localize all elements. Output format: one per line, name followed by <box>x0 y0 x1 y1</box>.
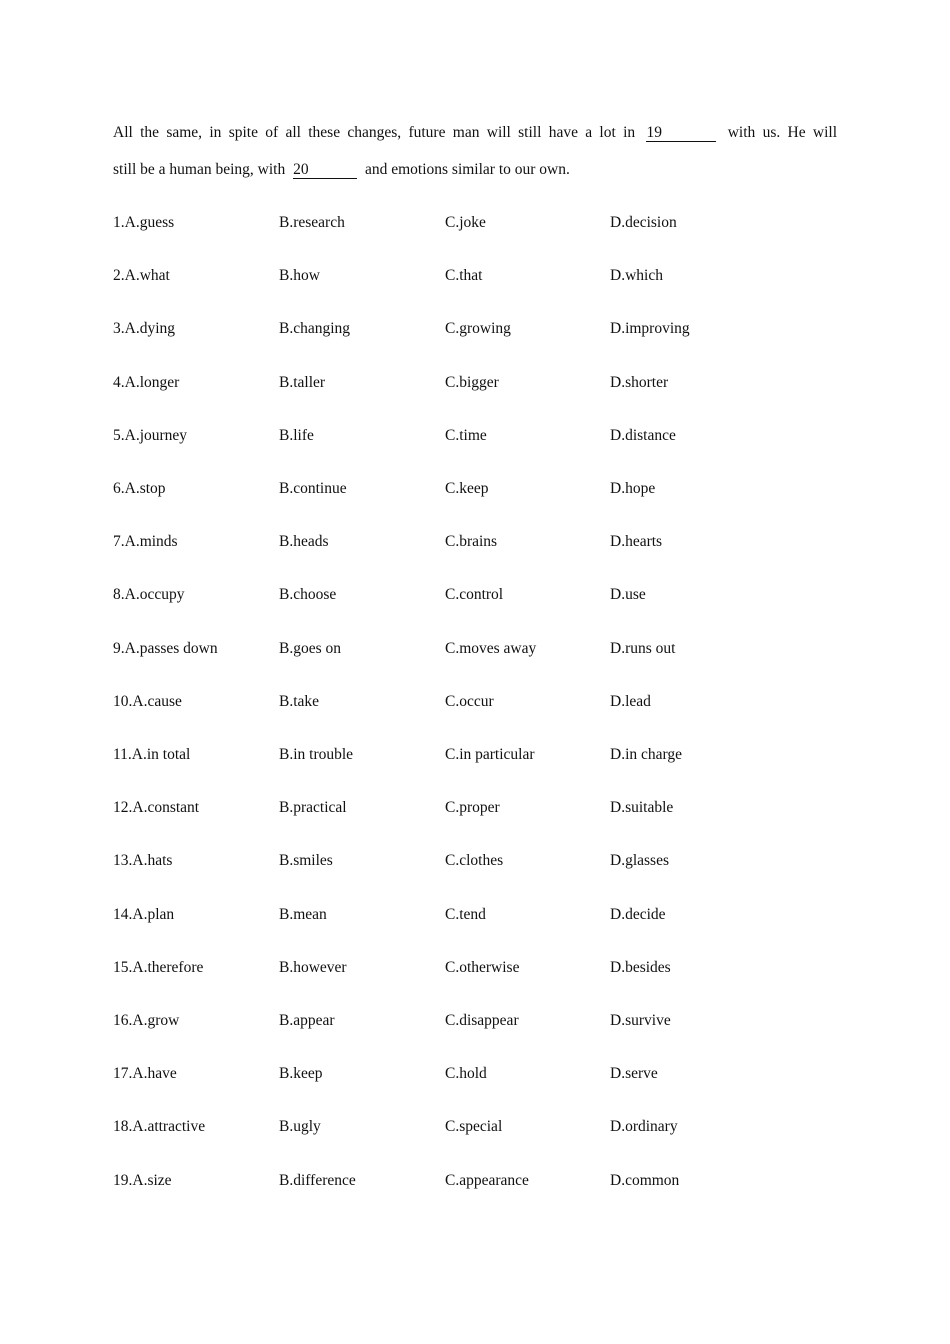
option-c: C.brains <box>445 533 498 550</box>
option-a: 5.A.journey <box>113 427 188 444</box>
option-a: 1.A.guess <box>113 214 175 231</box>
option-c: C.proper <box>445 799 500 816</box>
option-a: 3.A.dying <box>113 320 175 337</box>
option-c: C.occur <box>445 693 494 710</box>
question-row <box>113 1117 837 1137</box>
option-d: D.serve <box>610 1065 658 1082</box>
option-a: 2.A.what <box>113 267 170 284</box>
question-row <box>113 851 837 871</box>
option-d: D.besides <box>610 959 671 976</box>
option-b: B.in trouble <box>279 746 354 763</box>
option-a: 9.A.passes down <box>113 640 218 657</box>
option-b: B.keep <box>279 1065 323 1082</box>
option-b: B.choose <box>279 586 337 603</box>
option-c: C.in particular <box>445 746 535 763</box>
question-row <box>113 373 837 393</box>
option-a: 18.A.attractive <box>113 1118 206 1135</box>
passage-line-1 <box>113 114 837 151</box>
option-b: B.mean <box>279 906 327 923</box>
option-c: C.special <box>445 1118 503 1135</box>
option-b: B.appear <box>279 1012 335 1029</box>
question-row <box>113 479 837 499</box>
option-d: D.hope <box>610 480 656 497</box>
question-row <box>113 266 837 286</box>
option-d: D.glasses <box>610 852 669 869</box>
option-b: B.smiles <box>279 852 333 869</box>
question-row <box>113 585 837 605</box>
option-b: B.life <box>279 427 314 444</box>
option-c: C.joke <box>445 214 486 231</box>
question-row <box>113 1011 837 1031</box>
question-row <box>113 692 837 712</box>
passage-line-2 <box>113 151 837 188</box>
option-d: D.ordinary <box>610 1118 678 1135</box>
option-c: C.otherwise <box>445 959 520 976</box>
question-row <box>113 798 837 818</box>
passage-text: and emotions similar to our own. <box>364 161 570 178</box>
option-b: B.ugly <box>279 1118 321 1135</box>
option-a: 16.A.grow <box>113 1012 180 1029</box>
option-c: C.control <box>445 586 504 603</box>
option-a: 17.A.have <box>113 1065 177 1082</box>
option-d: D.use <box>610 586 646 603</box>
option-d: D.shorter <box>610 374 669 391</box>
passage-text: still be a human being, with <box>113 161 286 178</box>
option-d: D.lead <box>610 693 651 710</box>
option-a: 14.A.plan <box>113 906 175 923</box>
option-c: C.disappear <box>445 1012 519 1029</box>
option-a: 11.A.in total <box>113 746 191 763</box>
option-b: B.goes on <box>279 640 341 657</box>
question-row <box>113 905 837 925</box>
option-b: B.practical <box>279 799 347 816</box>
option-c: C.hold <box>445 1065 487 1082</box>
option-c: C.keep <box>445 480 489 497</box>
question-row <box>113 1064 837 1084</box>
option-b: B.changing <box>279 320 351 337</box>
question-row <box>113 958 837 978</box>
option-b: B.how <box>279 267 320 284</box>
option-d: D.common <box>610 1172 680 1189</box>
option-a: 8.A.occupy <box>113 586 185 603</box>
question-row <box>113 532 837 552</box>
question-row <box>113 426 837 446</box>
option-d: D.distance <box>610 427 676 444</box>
question-row <box>113 213 837 233</box>
option-d: D.improving <box>610 320 690 337</box>
option-a: 12.A.constant <box>113 799 200 816</box>
passage-text: with us. He will <box>727 124 838 141</box>
option-a: 13.A.hats <box>113 852 173 869</box>
option-a: 19.A.size <box>113 1172 172 1189</box>
option-d: D.hearts <box>610 533 663 550</box>
blank-19: 19 <box>646 125 716 142</box>
option-c: C.clothes <box>445 852 504 869</box>
option-a: 10.A.cause <box>113 693 182 710</box>
option-b: B.take <box>279 693 320 710</box>
option-b: B.research <box>279 214 345 231</box>
passage-text: All the same, in spite of all these changes, future man will still have a lot in <box>113 124 636 141</box>
option-c: C.that <box>445 267 483 284</box>
blank-20: 20 <box>293 162 357 179</box>
option-d: D.which <box>610 267 663 284</box>
option-a: 7.A.minds <box>113 533 178 550</box>
option-b: B.heads <box>279 533 329 550</box>
option-b: B.however <box>279 959 347 976</box>
option-c: C.time <box>445 427 487 444</box>
option-c: C.tend <box>445 906 486 923</box>
option-b: B.continue <box>279 480 347 497</box>
option-c: C.moves away <box>445 640 537 657</box>
option-c: C.growing <box>445 320 511 337</box>
option-d: D.runs out <box>610 640 676 657</box>
question-row <box>113 1171 837 1191</box>
option-c: C.appearance <box>445 1172 529 1189</box>
option-b: B.taller <box>279 374 326 391</box>
option-a: 4.A.longer <box>113 374 180 391</box>
option-c: C.bigger <box>445 374 499 391</box>
option-d: D.in charge <box>610 746 683 763</box>
option-a: 15.A.therefore <box>113 959 204 976</box>
option-d: D.suitable <box>610 799 674 816</box>
option-d: D.survive <box>610 1012 671 1029</box>
question-row <box>113 319 837 339</box>
question-row <box>113 639 837 659</box>
option-b: B.difference <box>279 1172 356 1189</box>
option-d: D.decision <box>610 214 677 231</box>
option-a: 6.A.stop <box>113 480 166 497</box>
question-row <box>113 745 837 765</box>
option-d: D.decide <box>610 906 666 923</box>
